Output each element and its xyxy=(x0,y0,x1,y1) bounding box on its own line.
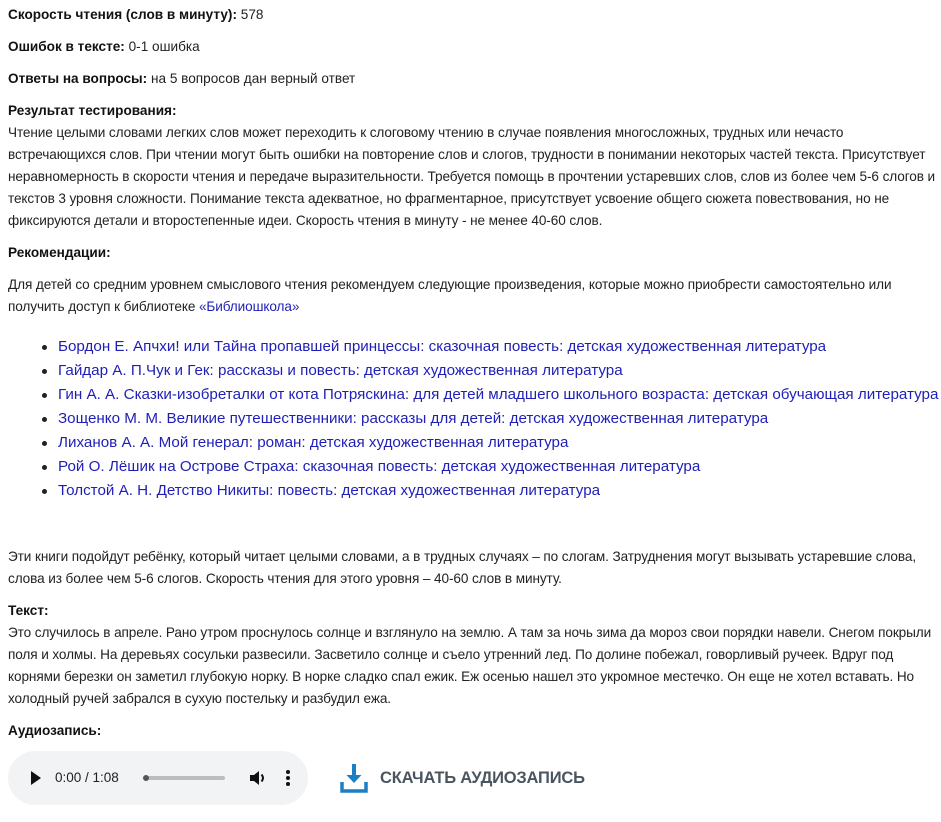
book-item[interactable] xyxy=(58,479,941,503)
errors-value: 0-1 ошибка xyxy=(128,39,200,54)
book-link[interactable]: Рой О. Лёшик на Острове Страха: сказочная повесть: детская художественная литература xyxy=(58,458,701,475)
reading-speed-row xyxy=(8,4,935,26)
book-item[interactable] xyxy=(58,407,941,431)
book-link[interactable]: Гин А. А. Сказки-изобреталки от кота Потряскина: для детей младшего школьного возраста: детская обучающая литература xyxy=(58,386,939,403)
book-link[interactable]: Бордон Е. Апчхи! или Тайна пропавшей принцессы: сказочная повесть: детская художественная литература xyxy=(58,338,827,355)
book-link[interactable]: Лиханов А. А. Мой генерал: роман: детская художественная литература xyxy=(58,434,569,451)
bullet-icon xyxy=(42,345,47,350)
bullet-icon xyxy=(42,489,47,494)
text-heading: Текст: xyxy=(8,603,49,618)
errors-row xyxy=(8,36,935,58)
reading-speed-label: Скорость чтения (слов в минуту): xyxy=(8,7,237,22)
book-item[interactable] xyxy=(58,359,941,383)
book-link[interactable]: Зощенко М. М. Великие путешественники: рассказы для детей: детская художественная литература xyxy=(58,410,769,427)
result-heading: Результат тестирования: xyxy=(8,103,177,118)
progress-thumb[interactable] xyxy=(143,775,149,781)
answers-value: на 5 вопросов дан верный ответ xyxy=(150,71,356,86)
reading-text: Это случилось в апреле. Рано утром проснулось солнце и взглянуло на землю. А там за ночь зима да мороз свои порядки навели. Снегом покрыли поля и холмы. На деревьях сосульки развесили. Засветило солнце и съело утренний лед. По долине побежал, говорливый ручеек. Вдруг под корнями березки он заметил глубокую норку. В норке сладко спал ежик. Еж осенью нашел это укромное местечко. Он еще не хотел вставать. Но холодный ручей забрался в сухую постельку и разбудил ежа. xyxy=(8,625,932,706)
bullet-icon xyxy=(42,465,47,470)
audio-time: 0:00 / 1:08 xyxy=(55,770,119,785)
audio-heading: Аудиозапись: xyxy=(8,723,102,738)
audio-progress-slider[interactable] xyxy=(145,776,225,780)
bullet-icon xyxy=(42,393,47,398)
audio-player[interactable] xyxy=(8,751,308,805)
reading-speed-value: 578 xyxy=(240,7,264,22)
errors-label: Ошибок в тексте: xyxy=(8,39,125,54)
book-item[interactable] xyxy=(58,455,941,479)
book-list xyxy=(8,335,941,503)
bullet-icon xyxy=(42,417,47,422)
book-item[interactable] xyxy=(58,335,941,359)
bullet-icon xyxy=(42,441,47,446)
more-vertical-icon[interactable] xyxy=(285,769,291,787)
volume-icon[interactable] xyxy=(249,770,267,786)
book-item[interactable] xyxy=(58,431,941,455)
book-link[interactable]: Толстой А. Н. Детство Никиты: повесть: детская художественная литература xyxy=(58,482,601,499)
answers-label: Ответы на вопросы: xyxy=(8,71,148,86)
result-text: Чтение целыми словами легких слов может переходить к слоговому чтению в случае появления многосложных, трудных или нечасто встречающихся слов. При чтении могут быть ошибки на повторение слов и слогов, трудности в понимании некоторых частей текста. Присутствует неравномерность в скорости чтения и передаче выразительности. Требуется помощь в прочтении устаревших слов, слов из более чем 5-6 слогов и текстов 3 уровня сложности. Понимание текста адекватное, но фрагментарное, присутствует усвоение общего сюжета повествования, но не фиксируются детали и второстепенные идеи. Скорость чтения в минуту - не менее 40-60 слов. xyxy=(8,125,936,228)
download-audio-button[interactable] xyxy=(338,762,585,794)
recommendations-intro xyxy=(8,274,936,318)
book-link[interactable]: Гайдар А. П.Чук и Гек: рассказы и повесть: детская художественная литература xyxy=(58,362,623,379)
answers-row xyxy=(8,68,935,90)
recommendations-outro: Эти книги подойдут ребёнку, который читает целыми словами, а в трудных случаях – по слогам. Затруднения могут вызывать устаревшие слова, слова из более чем 5-6 слогов. Скорость чтения для этого уровня – 40-60 слов в минуту. xyxy=(8,549,916,586)
bullet-icon xyxy=(42,369,47,374)
recommendations-heading: Рекомендации: xyxy=(8,245,111,260)
book-item[interactable] xyxy=(58,383,941,407)
library-link[interactable]: «Библиошкола» xyxy=(198,299,300,314)
play-icon[interactable] xyxy=(31,771,41,785)
recommendations-intro-text: Для детей со средним уровнем смыслового чтения рекомендуем следующие произведения, которые можно приобрести самостоятельно или получить доступ к библиотеке xyxy=(8,277,892,314)
download-icon xyxy=(338,762,370,794)
download-audio-label: СКАЧАТЬ АУДИОЗАПИСЬ xyxy=(380,768,585,787)
